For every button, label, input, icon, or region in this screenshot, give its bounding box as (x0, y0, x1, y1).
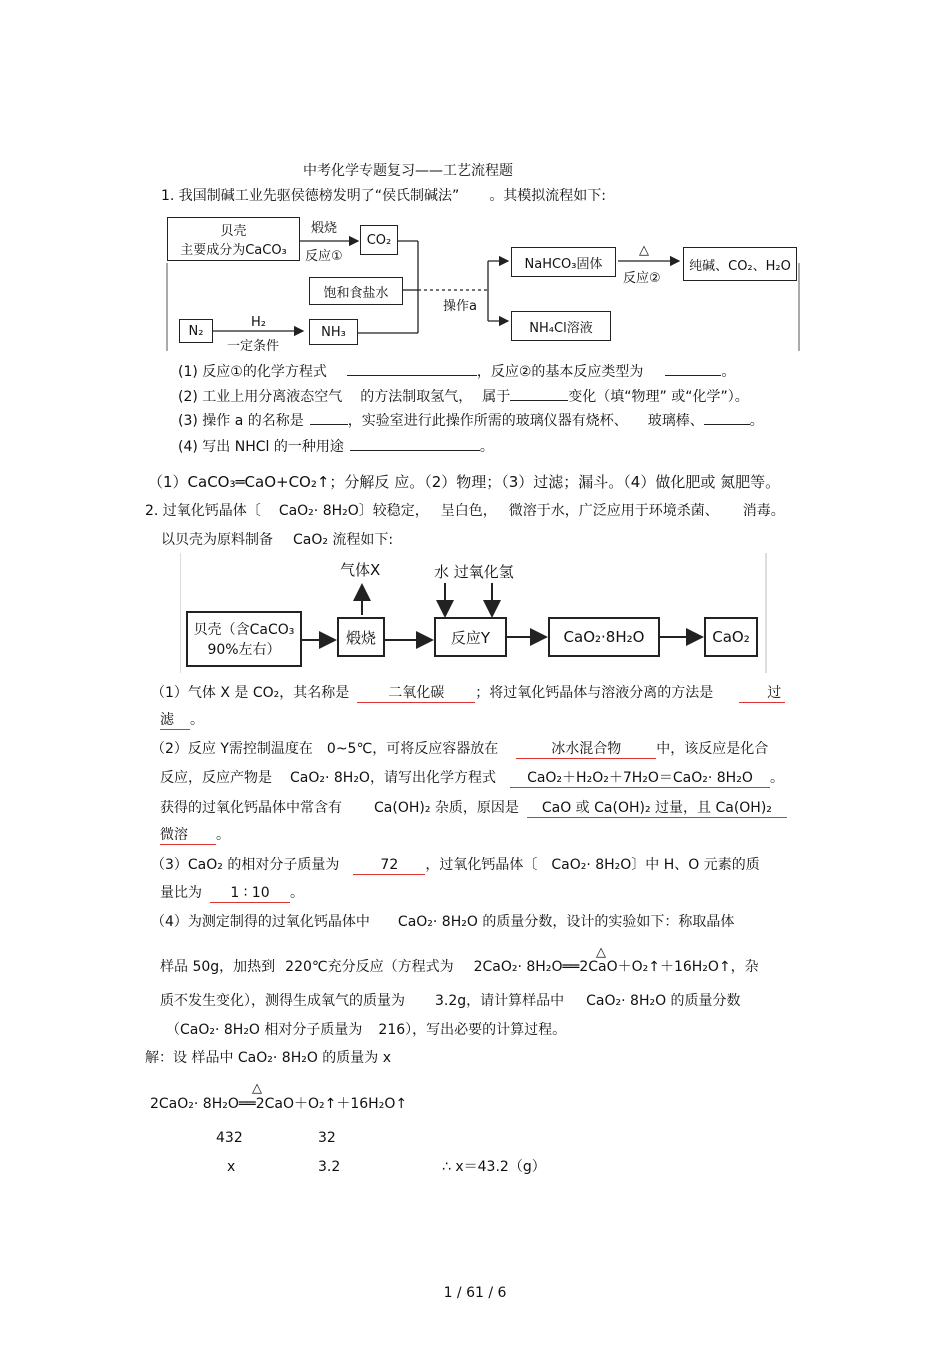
q2-sub4-line2 (160, 958, 759, 976)
nahco3-box: NaHCO₃固体 (511, 247, 616, 277)
q2-s1-answer2a: 过 (739, 684, 785, 703)
n2-box: N₂ (179, 319, 213, 343)
q1-sub3-text-c: 玻璃棒、 (647, 413, 704, 429)
q2-s2-answer2: CaO₂＋H₂O₂＋7H₂O＝CaO₂· 8H₂O (510, 769, 770, 788)
reaction2-label: 反应② (623, 271, 661, 286)
q2-intro-e: 消毒。 (742, 503, 785, 519)
q2-intro-a: 2. 过氧化钙晶体〔 (145, 503, 261, 519)
q2-s4-text-b: CaO₂· 8H₂O 的质量分数，设计的实验如下：称取晶体 (397, 914, 735, 930)
cao2-box: CaO₂ (704, 617, 758, 657)
q1-sub3-blank1[interactable] (310, 410, 348, 425)
solution-3-2: 3.2 (318, 1159, 341, 1175)
q2-sub2-line1 (151, 740, 768, 759)
shell-line1: 贝壳 (220, 224, 247, 239)
q2-s2-answer3b: 微溶 (160, 826, 216, 845)
q2-sub3-line1 (151, 856, 760, 875)
q2-intro2-b: CaO₂ 流程如下: (293, 532, 394, 548)
product-box: 纯碱、CO₂、H₂O (683, 247, 797, 281)
q2-s4-text-d: 220℃充分反应（方程式为 (285, 959, 454, 975)
q1-sub3 (178, 410, 764, 430)
q2-sub4-line4 (166, 1021, 566, 1039)
q2-s2-text-a: （2）反应 Y需控制温度在 (151, 741, 313, 757)
q2-s1-text-a: （1）气体 X 是 CO₂，其名称是 (151, 685, 350, 701)
q2-s4-text-c: 样品 50g，加热到 (160, 959, 276, 975)
page-title: 中考化学专题复习——工艺流程题 (303, 163, 513, 179)
q2-s3-text-a: （3）CaO₂ 的相对分子质量为 (151, 857, 340, 873)
q1-sub2-text-d: 变化（填“物理” 或“化学”）。 (568, 389, 749, 405)
q2-s4-text-e: 质不发生变化），测得生成氧气的质量为 (160, 993, 405, 1009)
q1-sub2-text-c: 属于 (482, 389, 511, 405)
q2-s2-text-i: 。 (216, 827, 230, 843)
q2-s4-heat-triangle: △ (596, 945, 606, 960)
q1-sub4 (178, 436, 494, 456)
q2-sub1-line2 (160, 711, 204, 730)
q1-sub1-text-a: (1) 反应①的化学方程式 (178, 364, 327, 380)
q2-s3-answer1: 72 (353, 856, 425, 875)
q1-sub2-text-b: 的方法制取氢气， (360, 389, 473, 405)
reaction-y-box: 反应Y (434, 617, 507, 657)
q2-s4-text-g: CaO₂· 8H₂O 的质量分数 (586, 993, 741, 1009)
q2-s2-text-e: CaO₂· 8H₂O，请写出化学方程式 (290, 770, 496, 786)
gas-x-label: 气体X (340, 561, 381, 579)
solution-432: 432 (216, 1130, 243, 1146)
q2-s3-text-d: 量比为 (160, 885, 202, 901)
solution-equation: 2CaO₂· 8H₂O══2CaO＋O₂↑＋16H₂O↑ (150, 1096, 408, 1112)
q1-intro (161, 187, 606, 205)
q2-s3-text-c: CaO₂· 8H₂O〕中 H、O 元素的质 (551, 857, 760, 873)
q2-intro2-a: 以贝壳为原料制备 (161, 532, 273, 548)
q2-s3-answer2: 1 ∶ 10 (210, 884, 290, 903)
q2-shell-box (186, 611, 302, 667)
q2-intro-c: 呈白色， (440, 503, 497, 519)
q1-flow-diagram (163, 213, 803, 353)
q2-shell-line1: 贝壳（含CaCO₃ (193, 622, 295, 638)
shell-box (167, 217, 300, 261)
q1-sub1 (178, 361, 735, 381)
q2-intro-d: 微溶于水，广泛应用于环境杀菌、 (508, 503, 719, 519)
heat-triangle-label: △ (639, 243, 649, 258)
q2-sub4-line3 (160, 992, 741, 1010)
q2-intro-line1 (145, 502, 785, 520)
q1-sub3-blank2[interactable] (704, 410, 750, 425)
q2-calcine-box: 煅烧 (337, 617, 385, 657)
nh4cl-box: NH₄Cl溶液 (511, 311, 611, 341)
q2-intro-b: CaO₂· 8H₂O〕较稳定， (278, 503, 429, 519)
q1-sub4-blank[interactable] (350, 436, 480, 451)
co2-box: CO₂ (360, 225, 398, 255)
q2-s2-answer3a: CaO 或 Ca(OH)₂ 过量，且 Ca(OH)₂ (527, 799, 787, 818)
q2-s1-text-b: ；将过氧化钙晶体与溶液分离的方法是 (475, 685, 714, 701)
q2-flow-diagram (180, 553, 768, 675)
q2-s2-answer1: 冰水混合物 (516, 740, 656, 759)
q2-s2-text-b: 0~5℃，可将反应容器放在 (326, 741, 499, 757)
q1-sub2-blank[interactable] (510, 386, 568, 401)
shell-line2: 主要成分为CaCO₃ (180, 243, 287, 258)
solution-32: 32 (318, 1130, 336, 1146)
q2-s1-answer2b: 滤 (160, 711, 190, 730)
q1-sub4-text-a: (4) 写出 NHCl 的一种用途 (178, 439, 344, 455)
q1-sub3-text-a: (3) 操作 a 的名称是 (178, 413, 304, 429)
calcine-label: 煅烧 (311, 221, 338, 236)
q2-s4-equation: 2CaO₂· 8H₂O══2CaO＋O₂↑＋16H₂O↑，杂 (473, 959, 759, 975)
q2-s4-text-f: 3.2g，请计算样品中 (435, 993, 565, 1009)
q2-sub4-line1 (151, 913, 734, 931)
q2-s4-text-h: （CaO₂· 8H₂O 相对分子质量为 (166, 1022, 363, 1038)
q2-s2-text-f: 。 (769, 770, 784, 786)
q1-sub3-text-b: ，实验室进行此操作所需的玻璃仪器有烧杯、 (347, 413, 628, 429)
q2-s2-text-c: 中，该反应是化合 (656, 741, 769, 757)
q1-sub1-text-c: 。 (721, 364, 736, 380)
q2-s2-text-d: 反应，反应产物是 (160, 770, 272, 786)
q1-sub4-text-b: 。 (479, 439, 494, 455)
q2-s4-text-i: 216），写出必要的计算过程。 (378, 1022, 567, 1038)
water-h2o2-label: 水 过氧化氢 (434, 563, 514, 581)
solution-result: ∴ x＝43.2（g） (442, 1159, 546, 1175)
page-number: 1 / 61 / 6 (443, 1285, 507, 1301)
reaction1-label: 反应① (305, 249, 343, 264)
q1-sub1-blank2[interactable] (665, 361, 721, 376)
q2-sub2-line2 (160, 769, 784, 788)
q1-sub1-text-b: ，反应②的基本反应类型为 (476, 364, 644, 380)
q1-sub2-text-a: (2) 工业上用分离液态空气 (178, 389, 343, 405)
crystal-box: CaO₂·8H₂O (548, 617, 660, 657)
q2-s3-text-e: 。 (290, 885, 304, 901)
h2-label: H₂ (251, 315, 266, 330)
solution-setup: 解：设 样品中 CaO₂· 8H₂O 的质量为 x (145, 1050, 392, 1066)
solution-x: x (227, 1159, 236, 1175)
q2-sub2-line4 (160, 826, 230, 845)
q2-s2-text-h: Ca(OH)₂ 杂质，原因是 (374, 800, 519, 816)
q1-sub2 (178, 386, 749, 406)
q2-sub1-line1 (151, 684, 785, 703)
nh3-box: NH₃ (309, 319, 358, 345)
solution-heat-triangle: △ (252, 1081, 262, 1096)
q1-answer: （1）CaCO₃═CaO+CO₂↑；分解反 应。（2）物理；（3）过滤；漏斗。（4）做化肥或 氮肥等。 (148, 473, 781, 491)
q1-sub1-blank1[interactable] (347, 361, 477, 376)
q2-s2-text-g: 获得的过氧化钙晶体中常含有 (160, 800, 342, 816)
q2-intro-line2 (161, 531, 393, 549)
q2-s4-text-a: （4）为测定制得的过氧化钙晶体中 (151, 914, 370, 930)
condition-label: 一定条件 (227, 339, 280, 354)
brine-box: 饱和食盐水 (309, 277, 403, 305)
q1-sub3-text-d: 。 (749, 413, 764, 429)
q2-shell-line2: 90%左右） (207, 642, 281, 658)
q2-sub3-line2 (160, 884, 304, 903)
q2-s1-text-c: 。 (190, 712, 204, 728)
operation-a-label: 操作a (443, 299, 477, 314)
q2-s1-answer1: 二氧化碳 (357, 684, 475, 703)
q1-intro-a: 1. 我国制碱工业先驱侯德榜发明了“侯氏制碱法” (161, 188, 460, 204)
q2-sub2-line3 (160, 799, 787, 818)
q2-s3-text-b: ，过氧化钙晶体〔 (425, 857, 538, 873)
q1-intro-b: 。其模拟流程如下: (489, 188, 607, 204)
